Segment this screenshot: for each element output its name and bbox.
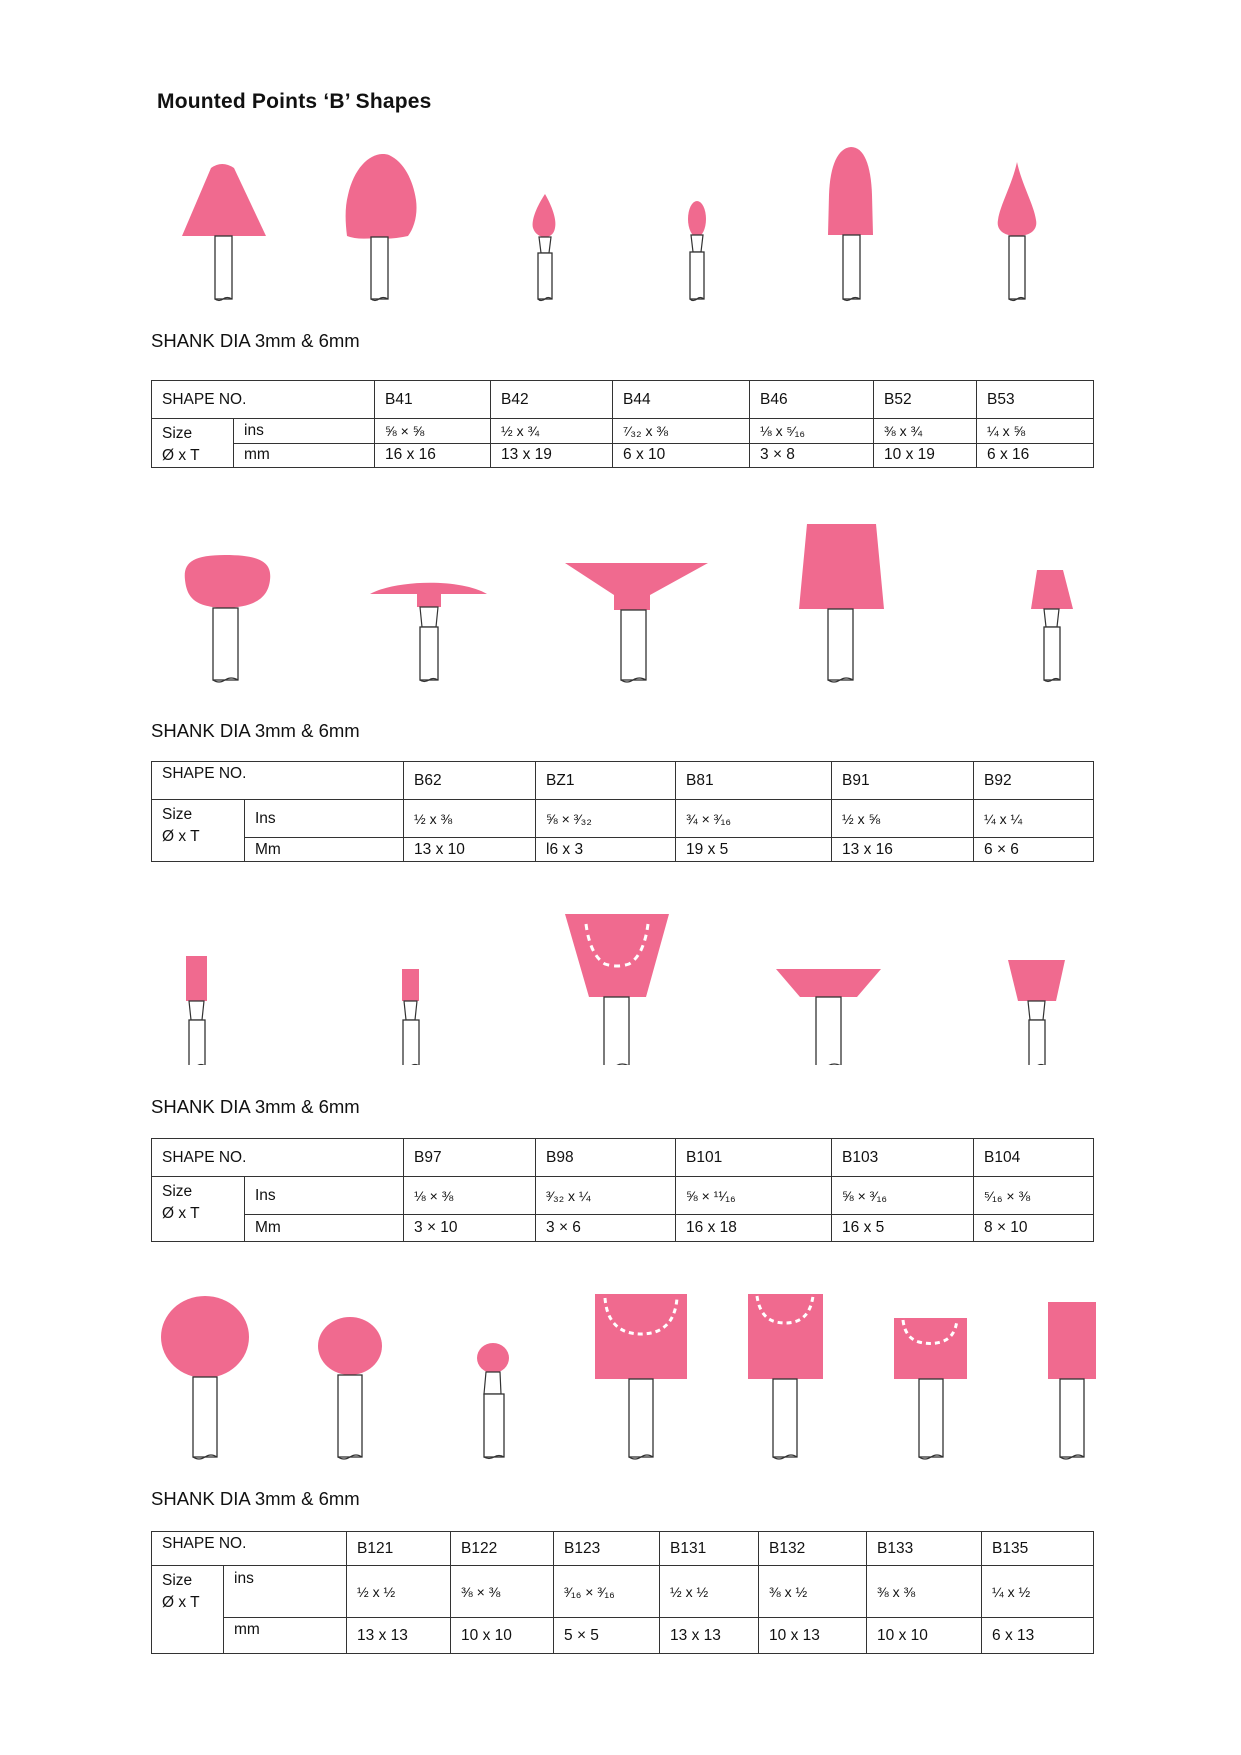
size-ins: ½ x ¾ — [491, 419, 613, 444]
shape-b91-illustration — [799, 524, 884, 682]
shape-number: B98 — [536, 1139, 676, 1177]
shape-no-header: SHAPE NO. — [152, 1139, 404, 1177]
shape-number: B101 — [676, 1139, 832, 1177]
size-mm: 3 × 8 — [750, 443, 874, 468]
shape-b81-illustration — [565, 563, 708, 682]
unit-label-ins: ins — [234, 419, 375, 444]
unit-label-ins: ins — [224, 1566, 347, 1618]
shank-diameter-note: SHANK DIA 3mm & 6mm — [151, 330, 360, 351]
size-label: Size — [162, 1572, 193, 1589]
shapes-illustration-row-4 — [0, 1280, 1241, 1465]
size-ins: ⅜ × ⅜ — [451, 1566, 554, 1618]
size-mm: 13 x 16 — [832, 838, 974, 862]
shape-b122-illustration — [318, 1317, 382, 1459]
unit-label-mm: Mm — [245, 1215, 404, 1242]
size-mm: 13 x 13 — [347, 1618, 451, 1654]
shape-number: B122 — [451, 1532, 554, 1566]
shape-number: B121 — [347, 1532, 451, 1566]
size-mm: 3 × 6 — [536, 1215, 676, 1242]
shape-b131-illustration — [595, 1294, 687, 1459]
table-row-mm — [152, 838, 1094, 862]
shape-b62-illustration — [185, 555, 271, 682]
shape-number: B104 — [974, 1139, 1094, 1177]
size-label: Size — [162, 1183, 193, 1200]
spec-table-2 — [151, 761, 1094, 862]
spec-table-4 — [151, 1531, 1094, 1654]
size-label-cell — [152, 419, 234, 468]
shape-b133-illustration — [894, 1318, 967, 1459]
shape-number: B42 — [491, 381, 613, 419]
size-ins: ³⁄₁₆ × ³⁄₁₆ — [554, 1566, 660, 1618]
table-row-mm — [152, 1618, 1094, 1654]
size-label: Size — [162, 425, 193, 442]
shape-b135-illustration — [1048, 1302, 1096, 1459]
size-mm: 13 x 19 — [491, 443, 613, 468]
size-mm: 19 x 5 — [676, 838, 832, 862]
size-ins: ½ x ½ — [347, 1566, 451, 1618]
shapes-illustration-row-2 — [0, 515, 1241, 690]
shape-b123-illustration — [477, 1343, 509, 1459]
shapes-illustration-row-1 — [0, 140, 1241, 310]
unit-label-ins: Ins — [245, 800, 404, 838]
size-mm: 6 x 16 — [977, 443, 1094, 468]
size-mm: 13 x 10 — [404, 838, 536, 862]
size-mm: 6 x 10 — [613, 443, 750, 468]
unit-label-ins: Ins — [245, 1177, 404, 1215]
shape-number: B92 — [974, 762, 1094, 800]
size-mm: 16 x 18 — [676, 1215, 832, 1242]
shape-number: B52 — [874, 381, 977, 419]
size-ins: ¼ x ⅝ — [977, 419, 1094, 444]
size-ins: ¾ × ³⁄₁₆ — [676, 800, 832, 838]
size-mm: 10 x 10 — [451, 1618, 554, 1654]
size-ins: ⅜ x ½ — [759, 1566, 867, 1618]
shape-number: B62 — [404, 762, 536, 800]
size-label-cell — [152, 800, 245, 862]
size-ins: ⅜ x ⅜ — [867, 1566, 982, 1618]
shape-b104-illustration — [1008, 960, 1065, 1065]
size-label: Size — [162, 806, 193, 823]
size-ins: ½ x ⅝ — [832, 800, 974, 838]
size-ins: ⅝ × ¹¹⁄₁₆ — [676, 1177, 832, 1215]
unit-label-mm: mm — [234, 443, 375, 468]
size-ins: ⁷⁄₃₂ x ⅜ — [613, 419, 750, 444]
size-mm: 8 × 10 — [974, 1215, 1094, 1242]
table-header-row — [152, 1139, 1094, 1177]
size-ins: ⅛ x ⁵⁄₁₆ — [750, 419, 874, 444]
table-header-row — [152, 762, 1094, 800]
size-mm: 13 x 13 — [660, 1618, 759, 1654]
size-mm: 5 × 5 — [554, 1618, 660, 1654]
shape-no-header: SHAPE NO. — [152, 1532, 347, 1566]
dimension-label: Ø x T — [162, 828, 200, 845]
size-mm: 10 x 13 — [759, 1618, 867, 1654]
shape-b103-illustration — [776, 969, 881, 1065]
spec-table-3 — [151, 1138, 1094, 1242]
size-mm: 6 × 6 — [974, 838, 1094, 862]
size-ins: ⁵⁄₁₆ × ⅜ — [974, 1177, 1094, 1215]
shape-number: B91 — [832, 762, 974, 800]
shank-diameter-note: SHANK DIA 3mm & 6mm — [151, 720, 360, 741]
size-mm: 16 x 5 — [832, 1215, 974, 1242]
shape-b53-illustration — [998, 162, 1037, 301]
table-row-ins — [152, 800, 1094, 838]
table-row-mm — [152, 1215, 1094, 1242]
shape-b101-illustration — [565, 914, 669, 1065]
size-mm: 10 x 10 — [867, 1618, 982, 1654]
table-row-ins — [152, 1566, 1094, 1618]
dimension-label: Ø x T — [162, 1205, 200, 1222]
table-header-row — [152, 381, 1094, 419]
shape-number: B135 — [982, 1532, 1094, 1566]
shape-no-header: SHAPE NO. — [152, 381, 375, 419]
shape-b97-illustration — [186, 956, 207, 1065]
shapes-illustration-row-3 — [0, 905, 1241, 1065]
size-mm: l6 x 3 — [536, 838, 676, 862]
shape-number: B97 — [404, 1139, 536, 1177]
table-row-ins — [152, 419, 1094, 444]
table-header-row — [152, 1532, 1094, 1566]
shape-bz1-illustration — [370, 583, 487, 682]
size-mm: 3 × 10 — [404, 1215, 536, 1242]
size-ins: ¼ x ¼ — [974, 800, 1094, 838]
shape-number: B131 — [660, 1532, 759, 1566]
shape-b41-illustration — [182, 164, 266, 301]
shape-b98-illustration — [402, 969, 419, 1065]
size-ins: ½ x ⅜ — [404, 800, 536, 838]
page-title: Mounted Points ‘B’ Shapes — [157, 90, 432, 113]
dimension-label: Ø x T — [162, 447, 200, 464]
shape-number: B81 — [676, 762, 832, 800]
size-ins: ⅝ × ³⁄₁₆ — [832, 1177, 974, 1215]
shape-number: BZ1 — [536, 762, 676, 800]
size-ins: ½ x ½ — [660, 1566, 759, 1618]
shape-number: B41 — [375, 381, 491, 419]
size-label-cell — [152, 1566, 224, 1654]
shape-number: B46 — [750, 381, 874, 419]
size-ins: ¼ x ½ — [982, 1566, 1094, 1618]
size-ins: ⅝ × ³⁄₃₂ — [536, 800, 676, 838]
unit-label-mm: Mm — [245, 838, 404, 862]
size-mm: 6 x 13 — [982, 1618, 1094, 1654]
shape-b121-illustration — [161, 1296, 249, 1459]
shank-diameter-note: SHANK DIA 3mm & 6mm — [151, 1488, 360, 1509]
size-ins: ⅛ × ⅜ — [404, 1177, 536, 1215]
shape-no-header: SHAPE NO. — [152, 762, 404, 800]
shape-b132-illustration — [748, 1294, 823, 1459]
shape-b52-illustration — [828, 147, 873, 301]
shape-b42-illustration — [346, 154, 417, 300]
shape-b92-illustration — [1031, 570, 1073, 682]
shank-diameter-note: SHANK DIA 3mm & 6mm — [151, 1096, 360, 1117]
shape-b44-illustration — [533, 194, 556, 301]
table-row-ins — [152, 1177, 1094, 1215]
shape-number: B103 — [832, 1139, 974, 1177]
size-ins: ⅜ x ¾ — [874, 419, 977, 444]
size-mm: 10 x 19 — [874, 443, 977, 468]
shape-number: B53 — [977, 381, 1094, 419]
dimension-label: Ø x T — [162, 1594, 200, 1611]
shape-number: B44 — [613, 381, 750, 419]
size-label-cell — [152, 1177, 245, 1242]
table-row-mm — [152, 443, 1094, 468]
shape-number: B132 — [759, 1532, 867, 1566]
shape-number: B123 — [554, 1532, 660, 1566]
shape-number: B133 — [867, 1532, 982, 1566]
shape-b46-illustration — [688, 201, 706, 301]
size-ins: ⅝ × ⅝ — [375, 419, 491, 444]
spec-table-1 — [151, 380, 1094, 468]
unit-label-mm: mm — [224, 1618, 347, 1654]
size-ins: ³⁄₃₂ x ¼ — [536, 1177, 676, 1215]
size-mm: 16 x 16 — [375, 443, 491, 468]
